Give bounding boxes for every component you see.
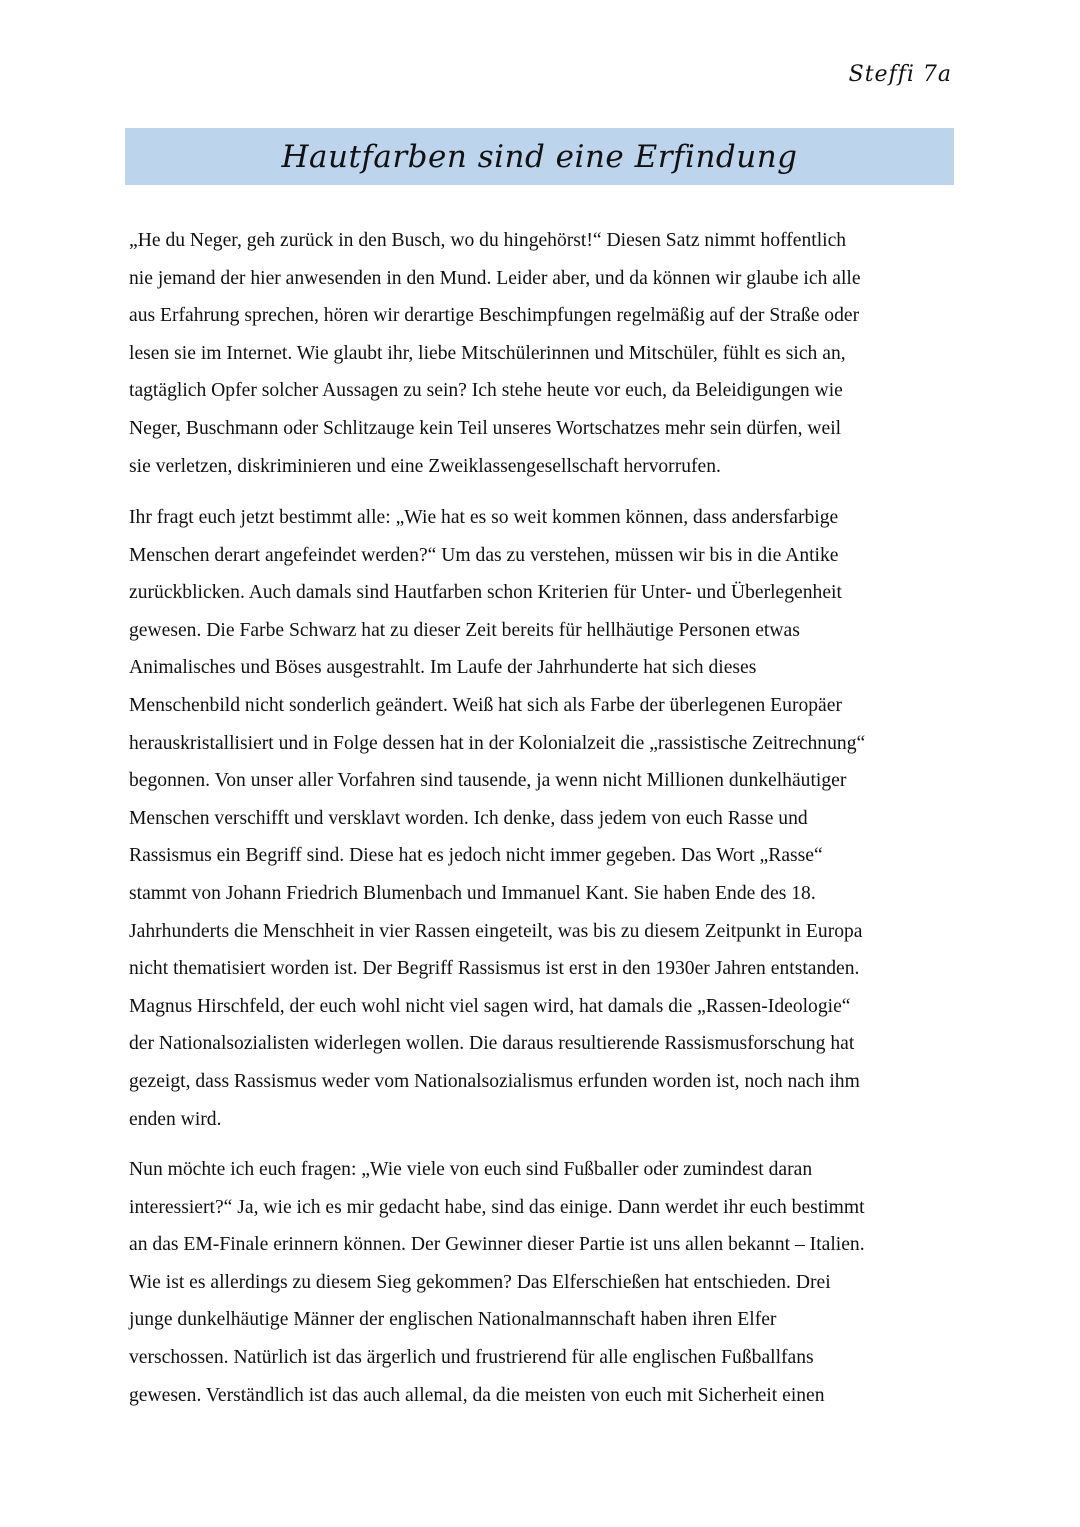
text-line: herauskristallisiert und in Folge dessen hat in der Kolonialzeit die „rassistische Zeitrechnung“: [129, 732, 866, 754]
text-line: stammt von Johann Friedrich Blumenbach und Immanuel Kant. Sie haben Ende des 18.: [129, 882, 816, 904]
paragraph-1: [129, 222, 959, 485]
text-line: Menschen verschifft und versklavt worden. Ich denke, dass jedem von euch Rasse und: [129, 807, 808, 829]
text-line: Neger, Buschmann oder Schlitzauge kein Teil unseres Wortschatzes mehr sein dürfen, weil: [129, 417, 842, 439]
paragraph-2: [129, 499, 959, 1138]
page-title: Hautfarben sind eine Erfindung: [281, 138, 798, 175]
text-line: nie jemand der hier anwesenden in den Mund. Leider aber, und da können wir glaube ich alle: [129, 267, 861, 289]
text-line: Magnus Hirschfeld, der euch wohl nicht viel sagen wird, hat damals die „Rassen-Ideologie“: [129, 995, 851, 1017]
title-banner: [125, 128, 954, 185]
text-line: sie verletzen, diskriminieren und eine Zweiklassengesellschaft hervorrufen.: [129, 455, 721, 477]
text-line: zurückblicken. Auch damals sind Hautfarben schon Kriterien für Unter- und Überlegenheit: [129, 582, 842, 604]
text-line: Animalisches und Böses ausgestrahlt. Im Laufe der Jahrhunderte hat sich dieses: [129, 657, 757, 679]
text-line: Nun möchte ich euch fragen: „Wie viele von euch sind Fußballer oder zumindest daran: [129, 1159, 813, 1180]
text-line: gezeigt, dass Rassismus weder vom Nationalsozialismus erfunden worden ist, noch nach ihm: [129, 1070, 860, 1092]
text-line: aus Erfahrung sprechen, hören wir derartige Beschimpfungen regelmäßig auf der Straße oder: [129, 305, 860, 327]
text-line: verschossen. Natürlich ist das ärgerlich und frustrierend für alle englischen Fußballfans: [129, 1346, 814, 1368]
text-line: Menschen derart angefeindet werden?“ Um das zu verstehen, müssen wir bis in die Antike: [129, 544, 839, 566]
text-line: lesen sie im Internet. Wie glaubt ihr, liebe Mitschülerinnen und Mitschüler, fühlt es sich an,: [129, 342, 846, 364]
text-line: gewesen. Die Farbe Schwarz hat zu dieser Zeit bereits für hellhäutige Personen etwas: [129, 619, 800, 641]
text-line: der Nationalsozialisten widerlegen wollen. Die daraus resultierende Rassismusforschung hat: [129, 1033, 855, 1055]
text-line: gewesen. Verständlich ist das auch allemal, da die meisten von euch mit Sicherheit einen: [129, 1384, 825, 1406]
text-line: interessiert?“ Ja, wie ich es mir gedacht habe, sind das einige. Dann werdet ihr euch bestimmt: [129, 1196, 865, 1218]
text-line: Menschenbild nicht sonderlich geändert. Weiß hat sich als Farbe der überlegenen Europäer: [129, 694, 842, 716]
text-line: Wie ist es allerdings zu diesem Sieg gekommen? Das Elferschießen hat entschieden. Drei: [129, 1271, 831, 1293]
text-line: enden wird.: [129, 1108, 222, 1130]
text-line: begonnen. Von unser aller Vorfahren sind tausende, ja wenn nicht Millionen dunkelhäutiger: [129, 770, 847, 792]
text-line: Jahrhunderts die Menschheit in vier Rassen eingeteilt, was bis zu diesem Zeitpunkt in Europa: [129, 920, 863, 942]
paragraph-3: [129, 1151, 959, 1414]
author-label: Steffi 7a: [848, 62, 952, 87]
text-line: junge dunkelhäutige Männer der englischen Nationalmannschaft haben ihren Elfer: [129, 1309, 777, 1331]
text-line: „He du Neger, geh zurück in den Busch, wo du hingehörst!“ Diesen Satz nimmt hoffentlich: [129, 230, 847, 251]
text-line: tagtäglich Opfer solcher Aussagen zu sein? Ich stehe heute vor euch, da Beleidigungen wie: [129, 380, 843, 402]
text-line: Rassismus ein Begriff sind. Diese hat es jedoch nicht immer gegeben. Das Wort „Rasse“: [129, 845, 823, 867]
text-line: Ihr fragt euch jetzt bestimmt alle: „Wie hat es so weit kommen können, dass andersfarbige: [129, 507, 839, 528]
text-line: nicht thematisiert worden ist. Der Begriff Rassismus ist erst in den 1930er Jahren entstanden.: [129, 958, 860, 980]
text-line: an das EM-Finale erinnern können. Der Gewinner dieser Partie ist uns allen bekannt – Italien.: [129, 1234, 865, 1256]
